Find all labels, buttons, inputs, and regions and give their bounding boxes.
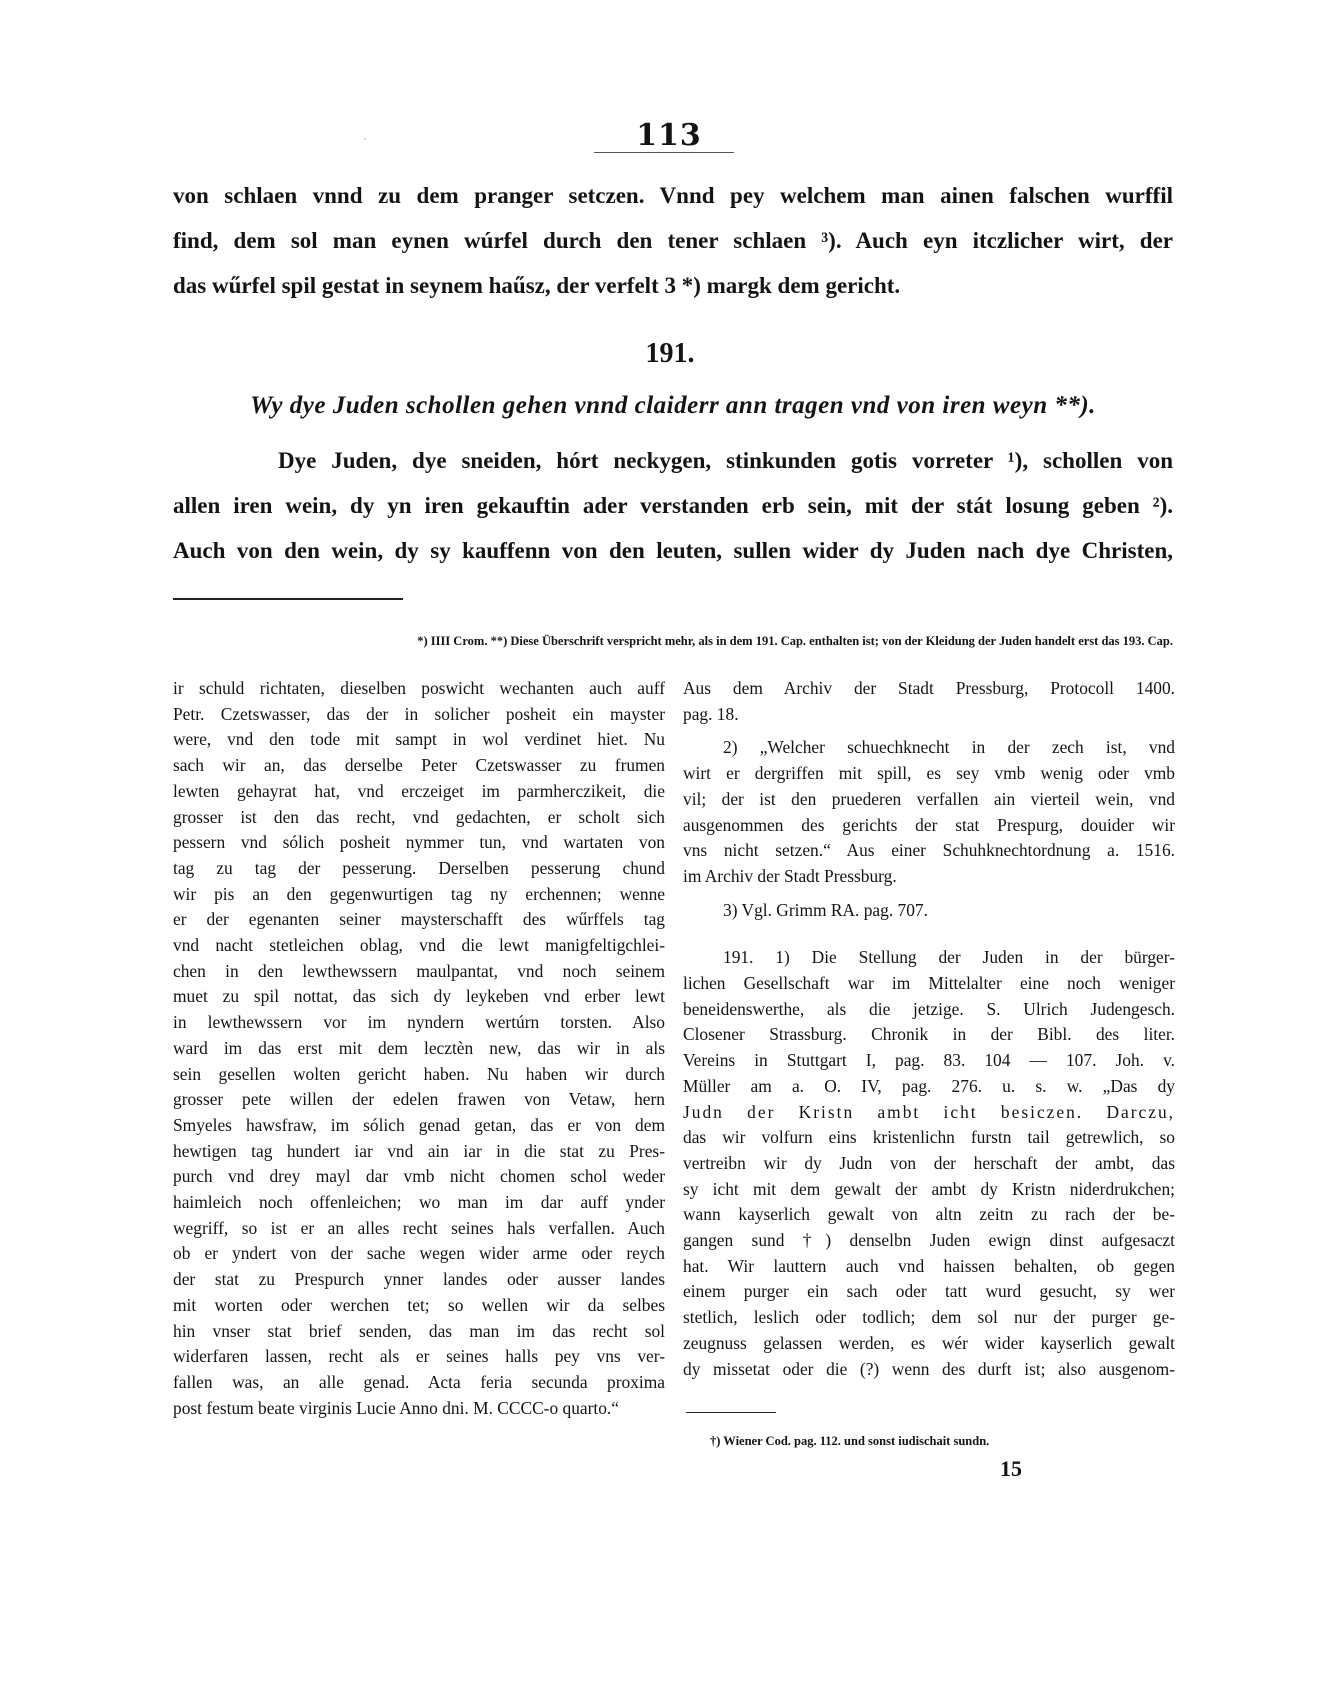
right-line: 2) „Welcher schuechknecht in der zech ist, vnd [723, 737, 1175, 758]
top-text-line-2: find, dem sol man eynen wúrfel durch den tener schlaen ³). Auch eyn itczlicher wirt, der [173, 228, 1173, 253]
paper-speck [364, 138, 366, 140]
right-line: wann kayserlich gewalt von altn zeitn zu rach der be- [683, 1204, 1175, 1225]
right-line: Aus dem Archiv der Stadt Pressburg, Protocoll 1400. [683, 678, 1175, 698]
right-line: gangen sund †) denselbn Juden ewign dinst aufgesaczt [683, 1230, 1175, 1251]
right-line: Vereins in Stuttgart I, pag. 83. 104 — 107. Joh. v. [683, 1050, 1175, 1071]
top-text-line-3: das wűrfel spil gestat in seynem haűsz, der verfelt 3 *) margk dem gericht. [173, 273, 901, 298]
left-line: wegriff, so ist er an alles recht seines hals verfallen. Auch [173, 1217, 665, 1238]
right-line: zeugnuss gelassen werden, es wér wider kayserlich gewalt [683, 1332, 1175, 1353]
right-line: Closener Strassburg. Chronik in der Bibl. des liter. [683, 1024, 1175, 1045]
paragraph-gap [683, 923, 1175, 945]
right-line: sy icht mit dem gewalt der ambt dy Kristn niderdrukchen; [683, 1178, 1175, 1199]
left-line: post festum beate virginis Lucie Anno dni. M. CCCC-o quarto.“ [173, 1397, 619, 1418]
left-line: purch vnd drey mayl dar vmb nicht chomen schol weder [173, 1166, 665, 1187]
top-text-line-1: von schlaen vnnd zu dem pranger setczen. Vnnd pey welchem man ainen falschen wurffil [173, 183, 1173, 208]
right-line: beneidenswerthe, als die jetzige. S. Ulrich Judengesch. [683, 998, 1175, 1019]
page-number: 113 [636, 118, 702, 153]
right-line: Müller am a. O. IV, pag. 276. u. s. w. „Das dy [683, 1075, 1175, 1096]
right-line: Judn der Kristn ambt icht besiczen. Darczu, [683, 1101, 1175, 1122]
paragraph-gap [683, 727, 1175, 735]
chapter-number: 191. [645, 338, 695, 369]
right-line: vil; der ist den pruederen verfallen ain vierteil wein, vnd [683, 788, 1175, 809]
left-line: ward im das erst mit dem lecztèn new, das wir in als [173, 1037, 665, 1058]
right-line: hat. Wir lauttern auch vnd haissen behalten, ob gegen [683, 1255, 1175, 1276]
left-line: fallen was, an alle genad. Acta feria secunda proxima [173, 1371, 665, 1392]
left-line: mit worten oder werchen tet; so wellen wir da selbes [173, 1294, 665, 1315]
right-line: wirt er dergriffen mit spill, es sey vmb wenig oder vmb [683, 763, 1175, 784]
right-column [683, 676, 1175, 1382]
left-line: sach wir an, das derselbe Peter Czetswasser zu frumen [173, 755, 665, 776]
left-line: grosser pete willen der edelen frawen von Vetaw, hern [173, 1089, 665, 1110]
right-line: pag. 18. [683, 703, 739, 724]
left-line: ir schuld richtaten, dieselben poswicht wechanten auch auff [173, 678, 665, 698]
left-line: hewtigen tag hundert iar vnd ain iar in die stat zu Pres- [173, 1140, 665, 1161]
left-line: wir pis an den gegenwurtigen tag ny erchennen; wenne [173, 883, 665, 904]
left-line: chen in den lewthewssern maulpantat, vnd noch seinem [173, 960, 665, 981]
right-line: vns nicht setzen.“ Aus einer Schuhknechtordnung a. 1516. [683, 840, 1175, 861]
chapter-text-line-3: Auch von den wein, dy sy kauffenn von den leuten, sullen wider dy Juden nach dye Christen, [173, 538, 1173, 563]
right-line: 191. 1) Die Stellung der Juden in der bürger- [723, 947, 1175, 968]
right-line: das wir volfurn eins kristenlichn furstn tail getrewlich, so [683, 1127, 1175, 1148]
chapter-text-line-2: allen iren wein, dy yn iren gekauftin ader verstanden erb sein, mit der stát losung geben ²). [173, 493, 1173, 518]
left-line: ob er yndert von der sache wegen wider arme oder reych [173, 1243, 665, 1264]
right-line: ausgenommen des gerichts der stat Prespurg, douider wir [683, 814, 1175, 835]
paragraph-gap [683, 890, 1175, 898]
chapter-text-line-1: Dye Juden, dye sneiden, hórt neckygen, stinkunden gotis vorreter ¹), schollen von [278, 448, 1173, 473]
page-number-rule [594, 152, 734, 153]
left-line: were, vnd den tode mit sampt in wol verdinet hiet. Nu [173, 729, 665, 750]
right-line: 3) Vgl. Grimm RA. pag. 707. [723, 899, 928, 920]
right-line: einem purger ein sach oder tatt wurd gesucht, sy wer [683, 1281, 1175, 1302]
right-line: stetlich, leslich oder todlich; dem sol nur der purger ge- [683, 1307, 1175, 1328]
left-line: vnd nacht stetleichen oblag, vnd die lewt manigfeltigchlei- [173, 935, 665, 956]
left-line: widerfaren lassen, recht als er seines halls pey vns ver- [173, 1346, 665, 1367]
footnote-top: *) IIII Crom. **) Diese Überschrift verspricht mehr, als in dem 191. Cap. enthalten ist; von der Kleidung der Juden handelt erst das 193. Cap. [417, 634, 1173, 648]
left-line: grosser ist den das recht, vnd gedachten, er scholt sich [173, 806, 665, 827]
left-line: sein gesellen wolten gericht haben. Nu haben wir durch [173, 1063, 665, 1084]
left-line: haimleich noch offenleichen; wo man im dar auff ynder [173, 1192, 665, 1213]
right-line: vertreibn wir dy Judn von der herschaft der ambt, das [683, 1152, 1175, 1173]
sheet-signature: 15 [1000, 1456, 1022, 1481]
left-line: muet zu spil nottat, das sich dy leykeben vnd erber lewt [173, 986, 665, 1007]
left-line: der stat zu Prespurch ynner landes oder ausser landes [173, 1269, 665, 1290]
left-line: pessern vnd sólich posheit nymmer tun, vnd wartaten von [173, 832, 665, 853]
left-line: Petr. Czetswasser, das der in solicher posheit ein mayster [173, 703, 665, 724]
left-line: in lewthewssern vor im nyndern wertúrn torsten. Also [173, 1012, 665, 1033]
right-line: im Archiv der Stadt Pressburg. [683, 865, 897, 886]
right-footnote: †) Wiener Cod. pag. 112. und sonst iudischait sundn. [710, 1434, 990, 1448]
right-footnote-separator [686, 1412, 776, 1413]
left-column [173, 676, 665, 1421]
left-line: lewten gehayrat hat, vnd erczeiget im parmherczikeit, die [173, 780, 665, 801]
right-line: lichen Gesellschaft war im Mittelalter eine noch weniger [683, 973, 1175, 994]
chapter-heading: Wy dye Juden schollen gehen vnnd claiderr ann tragen vnd von iren weyn **). [250, 392, 1096, 419]
left-line: tag zu tag der pesserung. Derselben pesserung chund [173, 857, 665, 878]
left-line: hin vnser stat brief senden, das man im das recht sol [173, 1320, 665, 1341]
footnote-separator [173, 598, 403, 600]
right-line: dy missetat oder die (?) wenn des durft ist; also ausgenom- [683, 1358, 1175, 1379]
left-line: Smyeles hawsfraw, im sólich genad getan, das er von dem [173, 1114, 665, 1135]
left-line: er der egenanten seiner maysterschafft des wűrffels tag [173, 909, 665, 930]
